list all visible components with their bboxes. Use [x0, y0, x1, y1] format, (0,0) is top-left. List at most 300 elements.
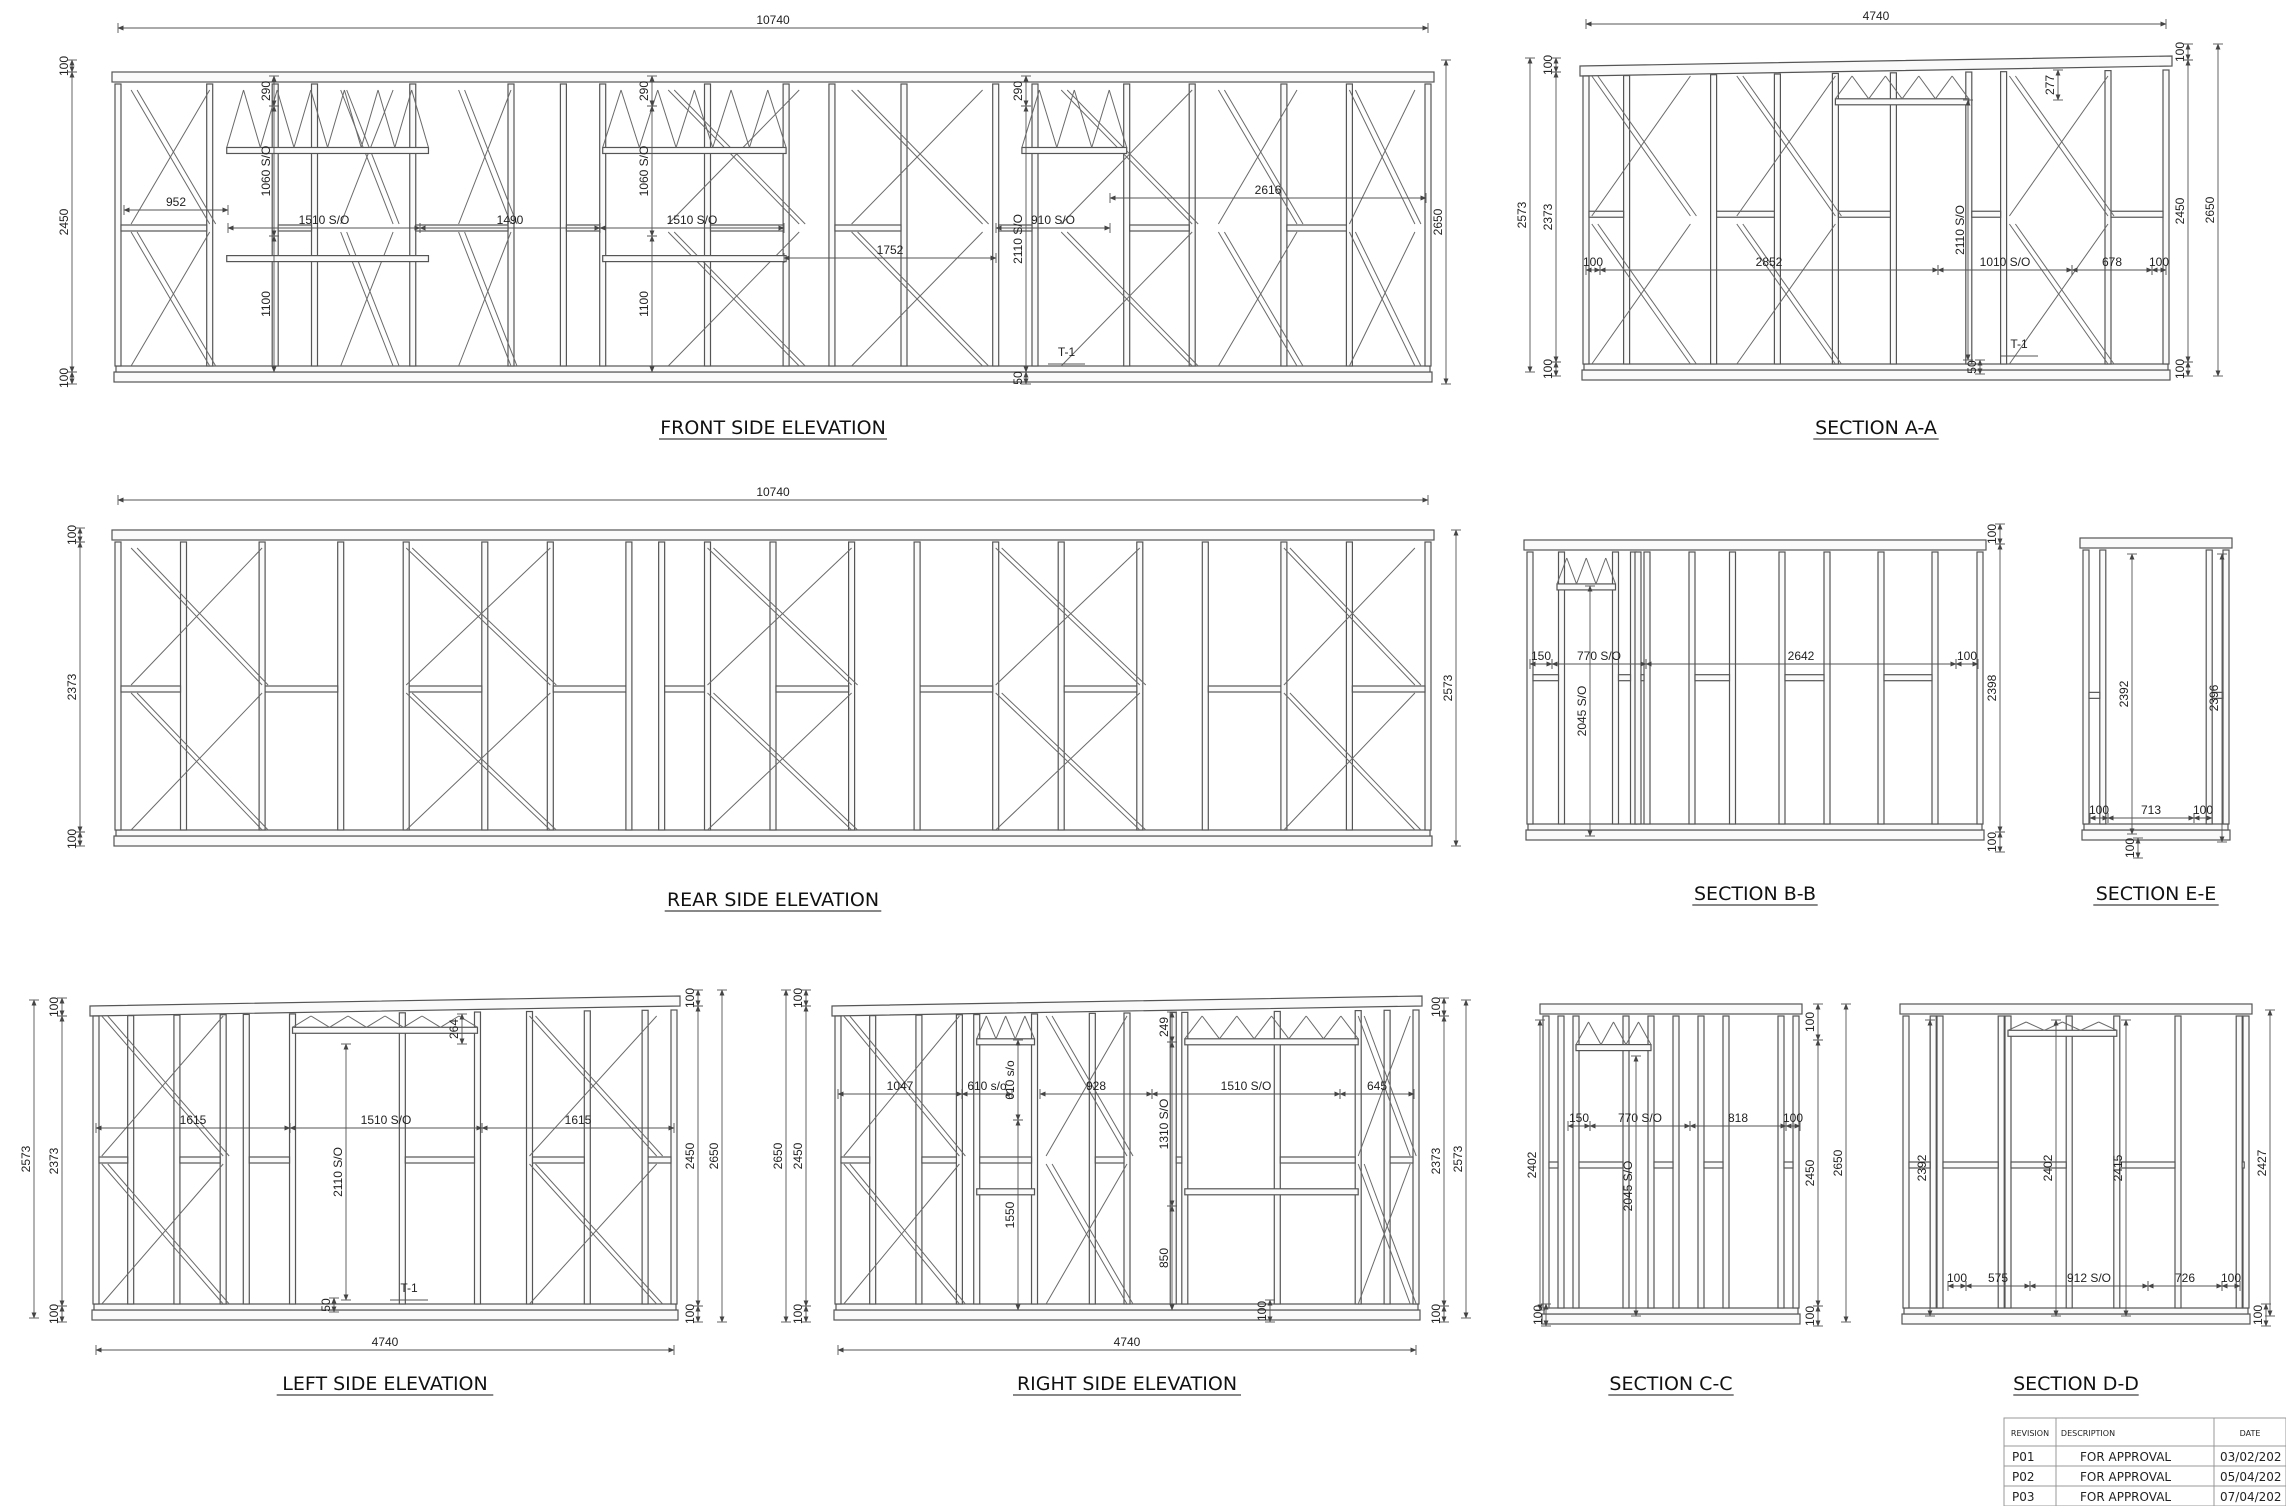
dimension-label: 100	[1803, 1011, 1817, 1033]
noggin	[1549, 1162, 1558, 1168]
stud	[956, 1015, 962, 1304]
noggin	[553, 686, 626, 692]
brace	[850, 1164, 966, 1304]
stud	[901, 84, 907, 366]
stud	[527, 1012, 533, 1305]
lintel	[1576, 1045, 1651, 1051]
noggin	[1972, 211, 2001, 217]
noggin	[1619, 675, 1631, 681]
stud	[1089, 1013, 1095, 1304]
bottom-plate	[114, 836, 1432, 846]
stud	[2066, 1016, 2072, 1308]
view-right	[832, 996, 1422, 1320]
dimension-label: 2110 S/O	[1011, 214, 1025, 264]
dimension-label: 2450	[791, 1142, 805, 1170]
revision-code: P01	[2012, 1450, 2035, 1464]
stud	[642, 1010, 648, 1304]
dimension-label: 2398	[1985, 674, 1999, 702]
dimension-label: 100	[1985, 523, 1999, 545]
brace	[858, 90, 989, 224]
top-plate	[90, 996, 680, 1016]
dimension-label: 100	[47, 1303, 61, 1325]
stud	[174, 1015, 180, 1304]
stud	[338, 542, 344, 830]
truss-web	[1919, 76, 1936, 99]
stud	[474, 1012, 480, 1304]
dimension-label: 1100	[637, 291, 651, 317]
view-secA	[1580, 56, 2172, 380]
noggin	[1280, 1157, 1355, 1163]
view-title: FRONT SIDE ELEVATION	[660, 417, 886, 439]
brace	[1598, 224, 1697, 364]
noggin	[1390, 1157, 1413, 1163]
truss-web	[658, 90, 676, 147]
stud	[1890, 73, 1896, 364]
stud	[1613, 552, 1619, 824]
dimension-label: 850	[1157, 1247, 1171, 1269]
stud	[2236, 1016, 2242, 1308]
dimension-label: 1060 S/O	[259, 145, 273, 197]
stud	[1573, 1016, 1579, 1308]
brace	[1290, 548, 1421, 685]
dimension-label: 1615	[564, 1113, 592, 1127]
dimension-label: 1550	[1003, 1201, 1017, 1229]
noggin	[922, 1157, 956, 1163]
stud	[584, 1011, 590, 1304]
truss-web	[1039, 90, 1056, 147]
brace	[108, 1016, 229, 1156]
revision-code: P02	[2012, 1470, 2035, 1484]
dimension-label: T-1	[400, 1281, 418, 1295]
dimension-label: 50	[1965, 360, 1979, 374]
stud	[1903, 1016, 1909, 1308]
stud	[1137, 542, 1143, 830]
bottom-plate	[1902, 1314, 2250, 1324]
dimension-label: 277	[2043, 74, 2057, 96]
dimension-label: 713	[2140, 803, 2162, 817]
truss-web	[1306, 1016, 1323, 1039]
noggin	[1130, 225, 1190, 231]
truss-web	[1202, 1016, 1219, 1039]
noggin	[1641, 675, 1644, 681]
noggin	[1095, 1157, 1124, 1163]
revision-description: FOR APPROVAL	[2080, 1470, 2172, 1484]
dimension-label: 100	[2173, 41, 2187, 63]
dimension-label: 100	[2192, 803, 2214, 817]
brace	[108, 1164, 229, 1304]
dimension-label: 100	[2220, 1271, 2242, 1285]
stud	[272, 84, 278, 366]
bottom-plate	[1526, 830, 1984, 840]
bottom-plate	[1542, 1314, 1800, 1324]
truss-web	[1219, 1016, 1236, 1039]
noggin	[405, 1157, 474, 1163]
brace	[137, 548, 268, 685]
dimension-label: 10740	[756, 485, 790, 499]
stud	[1774, 74, 1780, 364]
truss-web	[403, 1016, 421, 1027]
noggin	[249, 1157, 289, 1163]
stud	[1930, 1016, 1936, 1308]
noggin	[841, 1157, 870, 1163]
stud	[1559, 552, 1565, 824]
dimension-label: 2573	[19, 1145, 33, 1173]
sole-plate	[116, 830, 1430, 836]
dimension-label: 100	[1255, 1300, 1269, 1322]
revision-date: 07/04/202	[2220, 1490, 2282, 1504]
stud	[1527, 552, 1533, 824]
dimension-label: 2415	[2111, 1154, 2125, 1182]
stud	[399, 1013, 405, 1304]
truss-web	[1577, 558, 1587, 584]
dimension-label: 818	[1727, 1111, 1749, 1125]
dimension-label: 2402	[2041, 1154, 2055, 1182]
truss-web	[361, 90, 378, 147]
view-left	[90, 996, 680, 1320]
truss-web	[348, 1016, 366, 1027]
stud	[410, 84, 416, 366]
dimension-label: 610 s/o	[1003, 1060, 1017, 1100]
dimension-label: 249	[1157, 1016, 1171, 1038]
stud	[1711, 75, 1717, 364]
truss-web	[294, 90, 311, 147]
stud	[1281, 84, 1287, 366]
dimension-label: 100	[1531, 1304, 1545, 1326]
dimension-label: 2642	[1787, 649, 1815, 663]
noggin	[1785, 675, 1824, 681]
dimension-label: 100	[1782, 1111, 1804, 1125]
dimension-label: 100	[1956, 649, 1978, 663]
brace	[1002, 548, 1146, 685]
stud	[1124, 1013, 1130, 1304]
brace	[137, 693, 268, 830]
noggin	[121, 686, 181, 692]
dimension-label: 100	[1429, 1303, 1443, 1325]
stud	[671, 1010, 677, 1304]
dimension-label: 100	[683, 987, 697, 1009]
top-plate	[1524, 540, 1986, 550]
top-plate	[1540, 1004, 1802, 1014]
truss-web	[344, 90, 361, 147]
sole-plate	[1528, 824, 1982, 830]
noggin	[1176, 1157, 1182, 1163]
stud	[1058, 542, 1064, 830]
dimension-label: 100	[2123, 837, 2137, 859]
noggin	[1717, 211, 1775, 217]
stud	[1425, 542, 1431, 830]
dimension-label: 100	[1582, 255, 1604, 269]
stud	[93, 1016, 99, 1304]
dimension-label: 2650	[2203, 196, 2217, 224]
dimension-label: 770 S/O	[1576, 649, 1622, 663]
dimension-label: 2045 S/O	[1621, 1160, 1635, 1212]
stud	[2163, 70, 2169, 364]
date-header: DATE	[2239, 1429, 2261, 1438]
stud	[115, 84, 121, 366]
stud	[1779, 552, 1785, 824]
stud	[1274, 1011, 1280, 1304]
stud	[835, 1016, 841, 1304]
truss-web	[1596, 558, 1606, 584]
dimension-label: T-1	[1057, 345, 1076, 359]
sole-plate	[2084, 824, 2228, 830]
noggin	[1579, 1162, 1623, 1168]
truss-web	[996, 1016, 1006, 1039]
revision-date: 05/04/202	[2220, 1470, 2282, 1484]
dimension-label: 100	[57, 55, 71, 77]
lintel	[227, 147, 429, 153]
dimension-label: 2110 S/O	[1953, 205, 1967, 255]
stud	[1189, 84, 1195, 366]
stud	[1170, 1013, 1176, 1304]
revision-description: FOR APPROVAL	[2080, 1490, 2172, 1504]
noggin	[121, 225, 207, 231]
dimension-label: 2650	[1831, 1149, 1845, 1177]
stud	[1977, 552, 1983, 824]
truss-web	[1567, 558, 1577, 584]
stud	[403, 542, 409, 830]
drawing-views	[19, 9, 2275, 1395]
truss-web	[367, 1016, 385, 1027]
dimension-label: 2396	[2207, 684, 2221, 712]
stud	[128, 1016, 134, 1304]
brace	[1067, 90, 1198, 224]
truss-web	[1006, 1016, 1016, 1039]
dimension-label: 2450	[1803, 1159, 1817, 1187]
stud	[1346, 542, 1352, 830]
noggin	[1704, 1162, 1723, 1168]
dimension-label: 2573	[1515, 201, 1529, 229]
truss-web	[1254, 1016, 1271, 1039]
sill	[227, 256, 429, 262]
dimension-label: 2450	[683, 1142, 697, 1170]
stud	[2083, 550, 2089, 824]
stud	[1384, 1010, 1390, 1304]
stud	[1635, 552, 1641, 824]
dimension-label: 2373	[65, 673, 79, 701]
stud	[220, 1015, 226, 1304]
truss-web	[1237, 1016, 1254, 1039]
stud	[259, 542, 265, 830]
dimension-label: 678	[2101, 255, 2123, 269]
truss-web	[749, 90, 767, 147]
noggin	[1838, 211, 1890, 217]
bottom-plate	[2082, 830, 2230, 840]
view-title: RIGHT SIDE ELEVATION	[1016, 1373, 1238, 1395]
truss-web	[986, 1016, 996, 1039]
dimension-label: 290	[1011, 80, 1025, 102]
dimension-label: 770 S/O	[1617, 1111, 1663, 1125]
dimension-label: 100	[1985, 831, 1999, 853]
brace	[137, 232, 216, 366]
brace	[347, 232, 399, 366]
stud	[1124, 84, 1130, 366]
sole-plate	[1544, 1308, 1798, 1314]
dimension-label: 100	[65, 828, 79, 850]
stud	[770, 542, 776, 830]
stud	[1723, 1016, 1729, 1308]
lintel	[1185, 1039, 1358, 1045]
dimension-label: 910 S/O	[1030, 213, 1076, 227]
dimension-label: 2650	[707, 1142, 721, 1170]
dimension-label: 2650	[771, 1142, 785, 1170]
dimension-label: 100	[65, 524, 79, 546]
dimension-label: 2373	[1541, 203, 1555, 231]
stud	[974, 1015, 980, 1304]
truss-web	[1935, 76, 1952, 99]
brace	[714, 548, 858, 685]
dimension-label: 2616	[1254, 183, 1282, 197]
stud	[547, 542, 553, 830]
lintel	[1022, 147, 1127, 153]
dimension-label: 4740	[1862, 9, 1890, 23]
truss-web	[244, 90, 261, 147]
truss-web	[1852, 76, 1869, 99]
dimension-label: 100	[1429, 996, 1443, 1018]
sole-plate	[94, 1304, 676, 1310]
stud	[2100, 550, 2106, 824]
brace	[2015, 224, 2114, 364]
stud	[849, 542, 855, 830]
stud	[2001, 72, 2007, 364]
stud	[1355, 1011, 1361, 1304]
truss-web	[1092, 90, 1109, 147]
lintel	[977, 1039, 1035, 1045]
dimension-label: 4740	[1113, 1335, 1141, 1349]
stud	[1998, 1016, 2004, 1308]
bottom-plate	[834, 1310, 1420, 1320]
dimension-label: 575	[1987, 1271, 2009, 1285]
stud	[1543, 1016, 1549, 1308]
stud	[290, 1014, 296, 1304]
truss-web	[422, 1016, 440, 1027]
view-secB	[1524, 540, 1986, 840]
noggin	[648, 1157, 671, 1163]
bottom-plate	[1582, 370, 2170, 380]
top-plate	[2080, 538, 2232, 548]
stud	[1648, 1016, 1654, 1308]
stud	[1281, 542, 1287, 830]
dimension-label: 952	[165, 195, 187, 209]
dimension-label: 2450	[57, 208, 71, 236]
stud	[1778, 1016, 1784, 1308]
noggin	[920, 686, 993, 692]
brace	[714, 693, 858, 830]
brace	[1743, 224, 1842, 364]
sill	[603, 256, 786, 262]
dimension-label: 2402	[1525, 1151, 1539, 1179]
stud	[1202, 542, 1208, 830]
noggin	[1784, 1162, 1793, 1168]
dimension-label: 1615	[179, 1113, 207, 1127]
dimension-label: 1752	[876, 243, 904, 257]
dimension-label: 2045 S/O	[1575, 685, 1589, 737]
view-title: SECTION B-B	[1694, 883, 1816, 905]
stud	[482, 542, 488, 830]
dimension-label: 150	[1530, 649, 1552, 663]
revision-date: 03/02/202	[2220, 1450, 2282, 1464]
truss-web	[1869, 76, 1886, 99]
brace	[1224, 90, 1303, 224]
dimension-label: 2450	[2173, 197, 2187, 225]
dimension-label: 2392	[1915, 1154, 1929, 1182]
stud	[1689, 552, 1695, 824]
dimension-label: 100	[1803, 1305, 1817, 1327]
noggin	[2242, 1162, 2244, 1168]
revision-description: FOR APPROVAL	[2080, 1450, 2172, 1464]
stud	[1644, 552, 1650, 824]
truss-web	[378, 90, 395, 147]
lintel	[2008, 1030, 2117, 1036]
truss-web	[330, 1016, 348, 1027]
brace	[1224, 232, 1303, 366]
dimension-label: 290	[637, 80, 651, 102]
stud	[1346, 84, 1352, 366]
stud	[1932, 552, 1938, 824]
noggin	[2011, 1162, 2066, 1168]
truss-web	[2044, 1022, 2062, 1030]
brace	[2015, 76, 2114, 216]
noggin	[265, 686, 338, 692]
dimension-label: 100	[2251, 1304, 2265, 1326]
dimensions-front	[57, 13, 1451, 388]
dimension-label: 1010 S/O	[1979, 255, 2031, 269]
noggin	[99, 1157, 128, 1163]
brace	[1067, 232, 1198, 366]
bottom-plate	[114, 372, 1432, 382]
truss-web	[1586, 558, 1596, 584]
brace	[1290, 693, 1421, 830]
stud	[1937, 1016, 1943, 1308]
truss-web	[2026, 1022, 2044, 1030]
dimension-label: 50	[319, 1298, 333, 1312]
sole-plate	[1584, 364, 2168, 370]
stud	[829, 84, 835, 366]
brace	[1743, 76, 1842, 216]
stud	[1673, 1016, 1679, 1308]
dimension-label: 100	[791, 987, 805, 1009]
stud	[115, 542, 121, 830]
dimension-label: 912 S/O	[2066, 1271, 2112, 1285]
revision-header: REVISION	[2010, 1429, 2050, 1438]
dimension-label: 100	[683, 1303, 697, 1325]
dimension-label: 4740	[371, 1335, 399, 1349]
dimension-label: 1510 S/O	[666, 213, 718, 227]
bottom-plate	[92, 1310, 678, 1320]
stud	[2175, 1016, 2181, 1308]
view-title: SECTION C-C	[1609, 1373, 1733, 1395]
noggin	[1208, 686, 1281, 692]
stud	[1878, 552, 1884, 824]
sole-plate	[1904, 1308, 2248, 1314]
stud	[243, 1014, 249, 1304]
stud	[705, 542, 711, 830]
truss-web	[1589, 1022, 1602, 1045]
dimension-label: 1510 S/O	[360, 1113, 412, 1127]
noggin	[1287, 225, 1347, 231]
revision-table	[2004, 1418, 2286, 1506]
dimension-label: 100	[2088, 803, 2110, 817]
dimension-label: 2427	[2255, 1149, 2269, 1177]
truss-web	[395, 90, 412, 147]
top-plate	[112, 530, 1434, 540]
dimension-label: 2573	[1441, 674, 1455, 702]
dimension-label: 1510 S/O	[1220, 1079, 1272, 1093]
brace	[1355, 90, 1421, 224]
top-plate	[1580, 56, 2172, 76]
stud	[2223, 550, 2229, 824]
dimension-label: 1060 S/O	[637, 145, 651, 197]
